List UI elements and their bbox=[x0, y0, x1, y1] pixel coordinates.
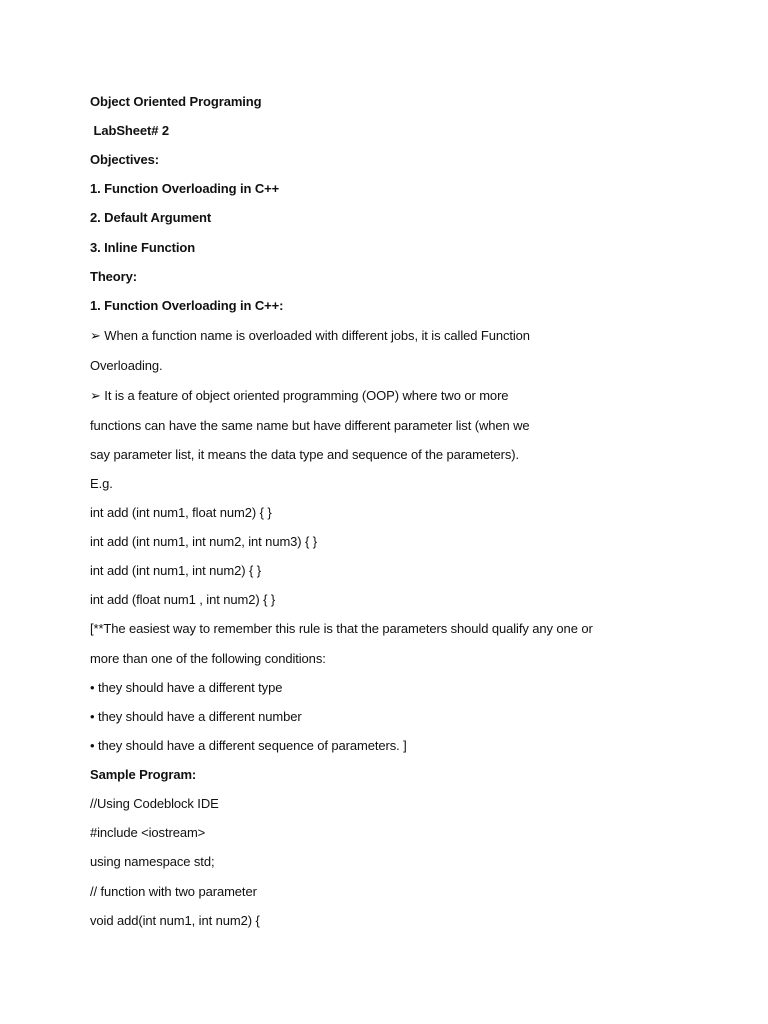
sample-program-heading: Sample Program: bbox=[90, 767, 197, 782]
rule-line: [**The easiest way to remember this rule is that the parameters should qualify any one or bbox=[90, 621, 593, 636]
example-code-line: int add (float num1 , int num2) { } bbox=[90, 592, 276, 607]
code-line: #include <iostream> bbox=[90, 825, 206, 840]
code-line: //Using Codeblock IDE bbox=[90, 796, 219, 811]
code-line: void add(int num1, int num2) { bbox=[90, 913, 260, 928]
condition-item: • they should have a different type bbox=[90, 680, 283, 695]
paragraph-line: ➢ When a function name is overloaded with different jobs, it is called Function bbox=[90, 328, 530, 343]
section-heading: 1. Function Overloading in C++: bbox=[90, 298, 284, 313]
paragraph-line: ➢ It is a feature of object oriented programming (OOP) where two or more bbox=[90, 388, 509, 403]
example-label: E.g. bbox=[90, 476, 113, 491]
paragraph-line: say parameter list, it means the data type and sequence of the parameters). bbox=[90, 447, 519, 462]
code-line: using namespace std; bbox=[90, 854, 215, 869]
code-line: // function with two parameter bbox=[90, 884, 257, 899]
example-code-line: int add (int num1, int num2, int num3) { } bbox=[90, 534, 318, 549]
theory-heading: Theory: bbox=[90, 269, 137, 284]
objectives-heading: Objectives: bbox=[90, 152, 159, 167]
objective-item: 1. Function Overloading in C++ bbox=[90, 181, 280, 196]
condition-item: • they should have a different number bbox=[90, 709, 302, 724]
objective-item: 3. Inline Function bbox=[90, 240, 196, 255]
labsheet-number: LabSheet# 2 bbox=[90, 123, 169, 138]
condition-item: • they should have a different sequence of parameters. ] bbox=[90, 738, 407, 753]
paragraph-line: Overloading. bbox=[90, 358, 163, 373]
objective-item: 2. Default Argument bbox=[90, 210, 212, 225]
example-code-line: int add (int num1, int num2) { } bbox=[90, 563, 261, 578]
paragraph-line: functions can have the same name but have different parameter list (when we bbox=[90, 418, 530, 433]
document-title: Object Oriented Programing bbox=[90, 94, 262, 109]
example-code-line: int add (int num1, float num2) { } bbox=[90, 505, 272, 520]
rule-line: more than one of the following conditions: bbox=[90, 651, 326, 666]
